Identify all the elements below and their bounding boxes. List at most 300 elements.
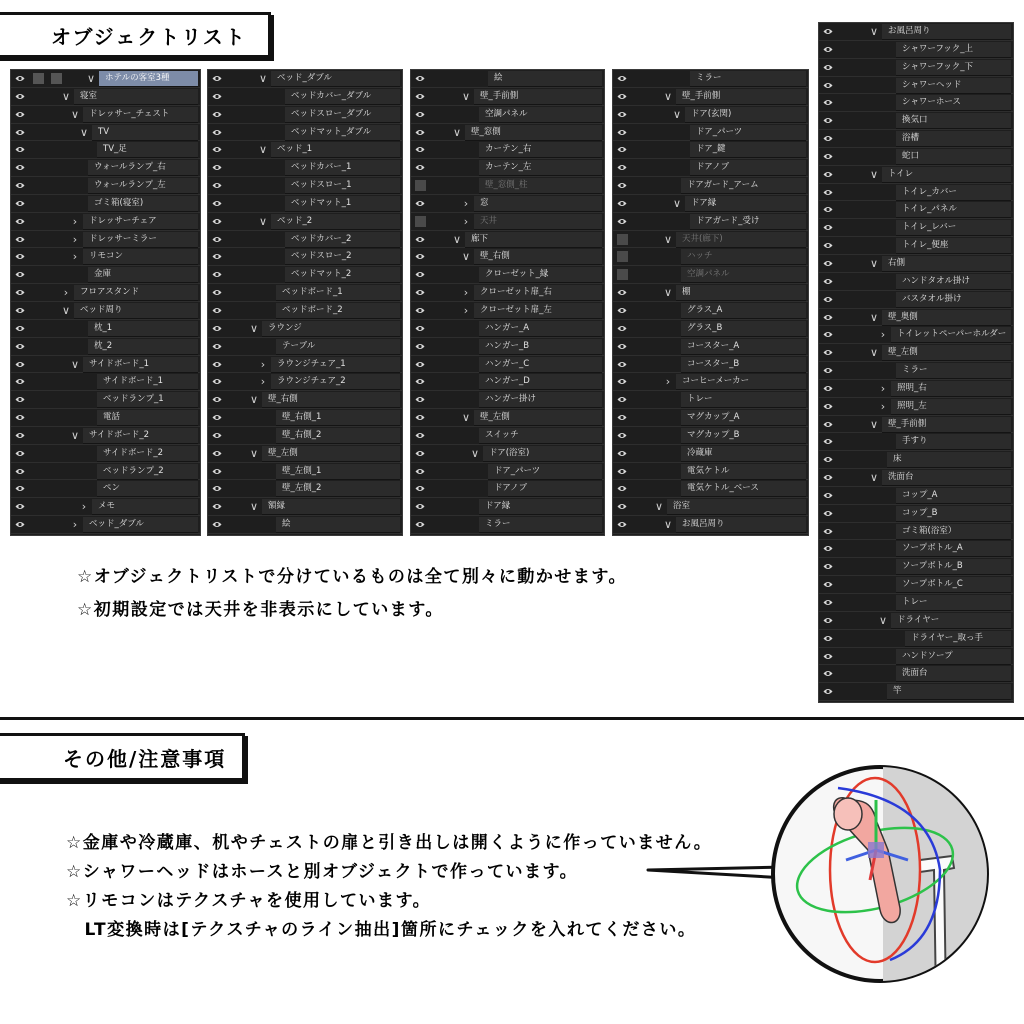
chevron-down-icon[interactable]: ∨ (258, 72, 268, 85)
eye-icon[interactable] (823, 170, 833, 179)
layer-row[interactable] (411, 498, 604, 516)
layer-row[interactable] (11, 88, 200, 106)
eye-icon[interactable] (823, 45, 833, 54)
layer-row[interactable] (11, 338, 200, 356)
hidden-layer-toggle[interactable] (415, 216, 426, 227)
eye-icon[interactable] (415, 74, 425, 83)
eye-icon[interactable] (415, 306, 425, 315)
chevron-down-icon[interactable]: ∨ (61, 89, 71, 103)
eye-icon[interactable] (823, 98, 833, 107)
layer-row[interactable] (613, 248, 808, 266)
eye-icon[interactable] (415, 520, 425, 529)
eye-icon[interactable] (15, 484, 25, 493)
layer-row[interactable] (819, 523, 1013, 541)
layer-row[interactable] (411, 480, 604, 498)
layer-row[interactable] (613, 88, 808, 106)
layer-row[interactable] (208, 356, 402, 374)
hidden-layer-toggle[interactable] (617, 251, 628, 262)
chevron-down-icon[interactable]: ∨ (869, 471, 879, 485)
layer-row[interactable] (613, 70, 808, 88)
chevron-down-icon[interactable]: ∨ (461, 89, 471, 103)
layer-row[interactable] (819, 201, 1013, 219)
eye-icon[interactable] (212, 288, 222, 297)
chevron-down-icon[interactable]: ∨ (672, 107, 682, 121)
layer-row[interactable] (613, 141, 808, 159)
layer-row[interactable] (208, 409, 402, 427)
layer-row[interactable] (411, 516, 604, 534)
layer-row[interactable] (11, 356, 200, 374)
eye-icon[interactable] (415, 484, 425, 493)
eye-icon[interactable] (617, 145, 627, 154)
chevron-down-icon[interactable]: ∨ (461, 411, 471, 425)
eye-icon[interactable] (823, 562, 833, 571)
layer-row[interactable] (11, 463, 200, 481)
layer-row[interactable] (411, 248, 604, 266)
layer-row[interactable] (613, 195, 808, 213)
eye-icon[interactable] (617, 520, 627, 529)
chevron-right-icon[interactable]: › (463, 303, 469, 317)
layer-row[interactable] (208, 177, 402, 195)
eye-icon[interactable] (617, 377, 627, 386)
eye-icon[interactable] (415, 235, 425, 244)
layer-row[interactable] (208, 141, 402, 159)
layer-row[interactable] (819, 326, 1013, 344)
layer-row[interactable] (819, 398, 1013, 416)
eye-icon[interactable] (823, 27, 833, 36)
chevron-down-icon[interactable]: ∨ (470, 446, 480, 460)
layer-row[interactable] (411, 320, 604, 338)
chevron-right-icon[interactable]: › (463, 286, 469, 300)
layer-row[interactable] (208, 284, 402, 302)
eye-icon[interactable] (823, 384, 833, 393)
eye-icon[interactable] (415, 449, 425, 458)
layer-row[interactable] (613, 427, 808, 445)
layer-row[interactable] (819, 558, 1013, 576)
eye-icon[interactable] (212, 145, 222, 154)
eye-icon[interactable] (212, 163, 222, 172)
chevron-right-icon[interactable]: › (81, 500, 87, 514)
eye-icon[interactable] (15, 306, 25, 315)
eye-icon[interactable] (823, 366, 833, 375)
layer-name-cell[interactable] (887, 452, 1011, 468)
layer-row[interactable] (819, 416, 1013, 434)
eye-icon[interactable] (617, 342, 627, 351)
layer-row[interactable] (613, 480, 808, 498)
eye-icon[interactable] (415, 431, 425, 440)
chevron-down-icon[interactable]: ∨ (869, 167, 879, 181)
eye-icon[interactable] (415, 342, 425, 351)
eye-icon[interactable] (15, 520, 25, 529)
eye-icon[interactable] (823, 152, 833, 161)
hidden-layer-toggle[interactable] (617, 234, 628, 245)
chevron-right-icon[interactable]: › (72, 232, 78, 246)
layer-row[interactable] (819, 594, 1013, 612)
layer-row[interactable] (411, 391, 604, 409)
eye-icon[interactable] (823, 402, 833, 411)
eye-icon[interactable] (415, 145, 425, 154)
layer-toggle-icon[interactable] (33, 73, 44, 84)
layer-row[interactable] (411, 445, 604, 463)
layer-row[interactable] (208, 498, 402, 516)
layer-row[interactable] (613, 498, 808, 516)
eye-icon[interactable] (617, 395, 627, 404)
layer-row[interactable] (819, 451, 1013, 469)
layer-row[interactable] (11, 427, 200, 445)
layer-row[interactable] (819, 665, 1013, 683)
layer-row[interactable] (819, 291, 1013, 309)
chevron-down-icon[interactable]: ∨ (258, 143, 268, 157)
layer-row[interactable] (613, 124, 808, 142)
eye-icon[interactable] (415, 395, 425, 404)
layer-name-cell[interactable] (488, 71, 602, 87)
layer-row[interactable] (819, 433, 1013, 451)
eye-icon[interactable] (823, 330, 833, 339)
eye-icon[interactable] (212, 467, 222, 476)
chevron-down-icon[interactable]: ∨ (452, 125, 462, 139)
layer-row[interactable] (819, 184, 1013, 202)
eye-icon[interactable] (823, 652, 833, 661)
eye-icon[interactable] (15, 342, 25, 351)
layer-toggle-icon[interactable] (51, 73, 62, 84)
eye-icon[interactable] (617, 467, 627, 476)
layer-row[interactable] (11, 409, 200, 427)
layer-name-cell[interactable] (676, 285, 806, 301)
layer-row[interactable] (11, 70, 200, 88)
layer-row[interactable] (819, 59, 1013, 77)
eye-icon[interactable] (415, 360, 425, 369)
layer-row[interactable] (11, 516, 200, 534)
eye-icon[interactable] (823, 223, 833, 232)
eye-icon[interactable] (15, 288, 25, 297)
layer-row[interactable] (208, 516, 402, 534)
chevron-right-icon[interactable]: › (880, 399, 886, 413)
eye-icon[interactable] (15, 413, 25, 422)
layer-row[interactable] (819, 23, 1013, 41)
eye-icon[interactable] (212, 431, 222, 440)
chevron-right-icon[interactable]: › (463, 214, 469, 228)
chevron-down-icon[interactable]: ∨ (663, 518, 673, 532)
chevron-right-icon[interactable]: › (880, 328, 886, 342)
layer-row[interactable] (613, 177, 808, 195)
eye-icon[interactable] (15, 502, 25, 511)
layer-row[interactable] (208, 445, 402, 463)
layer-row[interactable] (819, 487, 1013, 505)
layer-row[interactable] (11, 284, 200, 302)
layer-row[interactable] (613, 284, 808, 302)
eye-icon[interactable] (15, 377, 25, 386)
eye-icon[interactable] (823, 580, 833, 589)
layer-row[interactable] (208, 213, 402, 231)
eye-icon[interactable] (823, 277, 833, 286)
eye-icon[interactable] (15, 324, 25, 333)
chevron-down-icon[interactable]: ∨ (70, 107, 80, 121)
layer-row[interactable] (411, 373, 604, 391)
eye-icon[interactable] (212, 520, 222, 529)
chevron-down-icon[interactable]: ∨ (70, 357, 80, 371)
layer-row[interactable] (208, 88, 402, 106)
layer-row[interactable] (208, 231, 402, 249)
layer-row[interactable] (11, 498, 200, 516)
layer-row[interactable] (208, 124, 402, 142)
eye-icon[interactable] (212, 395, 222, 404)
layer-row[interactable] (613, 302, 808, 320)
chevron-right-icon[interactable]: › (880, 381, 886, 395)
eye-icon[interactable] (15, 199, 25, 208)
eye-icon[interactable] (617, 128, 627, 137)
chevron-right-icon[interactable]: › (72, 250, 78, 264)
layer-row[interactable] (11, 391, 200, 409)
layer-row[interactable] (208, 159, 402, 177)
layer-row[interactable] (613, 409, 808, 427)
layer-row[interactable] (819, 94, 1013, 112)
layer-row[interactable] (819, 469, 1013, 487)
layer-row[interactable] (613, 213, 808, 231)
layer-row[interactable] (11, 266, 200, 284)
layer-row[interactable] (819, 77, 1013, 95)
layer-row[interactable] (208, 338, 402, 356)
layer-row[interactable] (11, 177, 200, 195)
eye-icon[interactable] (415, 324, 425, 333)
chevron-down-icon[interactable]: ∨ (79, 125, 89, 139)
layer-row[interactable] (411, 195, 604, 213)
layer-row[interactable] (11, 445, 200, 463)
eye-icon[interactable] (823, 509, 833, 518)
eye-icon[interactable] (617, 306, 627, 315)
eye-icon[interactable] (823, 348, 833, 357)
layer-row[interactable] (819, 309, 1013, 327)
eye-icon[interactable] (212, 217, 222, 226)
chevron-down-icon[interactable]: ∨ (452, 232, 462, 246)
layer-row[interactable] (11, 124, 200, 142)
layer-row[interactable] (11, 302, 200, 320)
eye-icon[interactable] (212, 377, 222, 386)
eye-icon[interactable] (617, 163, 627, 172)
eye-icon[interactable] (823, 241, 833, 250)
layer-row[interactable] (613, 338, 808, 356)
layer-row[interactable] (11, 141, 200, 159)
chevron-down-icon[interactable]: ∨ (663, 286, 673, 300)
eye-icon[interactable] (415, 92, 425, 101)
layer-row[interactable] (411, 302, 604, 320)
layer-row[interactable] (411, 124, 604, 142)
eye-icon[interactable] (15, 395, 25, 404)
layer-row[interactable] (411, 213, 604, 231)
layer-row[interactable] (411, 106, 604, 124)
layer-row[interactable] (411, 284, 604, 302)
layer-row[interactable] (208, 391, 402, 409)
eye-icon[interactable] (617, 199, 627, 208)
layer-row[interactable] (819, 683, 1013, 701)
layer-row[interactable] (208, 427, 402, 445)
eye-icon[interactable] (415, 110, 425, 119)
eye-icon[interactable] (823, 669, 833, 678)
eye-icon[interactable] (823, 616, 833, 625)
layer-row[interactable] (411, 356, 604, 374)
eye-icon[interactable] (15, 235, 25, 244)
eye-icon[interactable] (617, 110, 627, 119)
chevron-down-icon[interactable]: ∨ (672, 196, 682, 210)
layer-row[interactable] (411, 231, 604, 249)
eye-icon[interactable] (823, 491, 833, 500)
eye-icon[interactable] (212, 342, 222, 351)
layer-row[interactable] (411, 427, 604, 445)
eye-icon[interactable] (212, 306, 222, 315)
chevron-down-icon[interactable]: ∨ (869, 256, 879, 270)
layer-row[interactable] (11, 195, 200, 213)
chevron-right-icon[interactable]: › (260, 357, 266, 371)
eye-icon[interactable] (212, 235, 222, 244)
eye-icon[interactable] (415, 413, 425, 422)
eye-icon[interactable] (617, 324, 627, 333)
eye-icon[interactable] (415, 128, 425, 137)
layer-row[interactable] (411, 463, 604, 481)
eye-icon[interactable] (823, 437, 833, 446)
chevron-down-icon[interactable]: ∨ (249, 500, 259, 514)
layer-row[interactable] (613, 231, 808, 249)
eye-icon[interactable] (823, 188, 833, 197)
eye-icon[interactable] (212, 502, 222, 511)
chevron-down-icon[interactable]: ∨ (869, 417, 879, 431)
layer-row[interactable] (208, 302, 402, 320)
eye-icon[interactable] (823, 63, 833, 72)
layer-row[interactable] (208, 320, 402, 338)
chevron-down-icon[interactable]: ∨ (249, 446, 259, 460)
eye-icon[interactable] (15, 217, 25, 226)
layer-row[interactable] (11, 248, 200, 266)
chevron-down-icon[interactable]: ∨ (86, 72, 96, 85)
layer-row[interactable] (613, 159, 808, 177)
eye-icon[interactable] (823, 134, 833, 143)
layer-row[interactable] (208, 106, 402, 124)
chevron-down-icon[interactable]: ∨ (249, 393, 259, 407)
eye-icon[interactable] (15, 128, 25, 137)
layer-row[interactable] (819, 237, 1013, 255)
layer-row[interactable] (11, 231, 200, 249)
layer-row[interactable] (208, 195, 402, 213)
eye-icon[interactable] (823, 455, 833, 464)
eye-icon[interactable] (823, 295, 833, 304)
layer-row[interactable] (613, 445, 808, 463)
eye-icon[interactable] (617, 217, 627, 226)
layer-row[interactable] (613, 463, 808, 481)
chevron-down-icon[interactable]: ∨ (258, 214, 268, 228)
layer-row[interactable] (208, 373, 402, 391)
eye-icon[interactable] (617, 92, 627, 101)
layer-row[interactable] (819, 648, 1013, 666)
layer-row[interactable] (819, 166, 1013, 184)
layer-row[interactable] (411, 88, 604, 106)
layer-row[interactable] (411, 338, 604, 356)
eye-icon[interactable] (823, 81, 833, 90)
eye-icon[interactable] (823, 634, 833, 643)
layer-row[interactable] (11, 213, 200, 231)
layer-name-cell[interactable] (276, 517, 400, 533)
eye-icon[interactable] (212, 270, 222, 279)
layer-row[interactable] (819, 576, 1013, 594)
chevron-right-icon[interactable]: › (72, 214, 78, 228)
layer-row[interactable] (613, 320, 808, 338)
layer-row[interactable] (613, 373, 808, 391)
eye-icon[interactable] (15, 360, 25, 369)
eye-icon[interactable] (823, 598, 833, 607)
eye-icon[interactable] (415, 467, 425, 476)
layer-row[interactable] (819, 112, 1013, 130)
eye-icon[interactable] (415, 163, 425, 172)
layer-row[interactable] (819, 380, 1013, 398)
layer-row[interactable] (411, 177, 604, 195)
eye-icon[interactable] (212, 92, 222, 101)
eye-icon[interactable] (15, 431, 25, 440)
eye-icon[interactable] (212, 199, 222, 208)
eye-icon[interactable] (15, 145, 25, 154)
layer-row[interactable] (819, 219, 1013, 237)
chevron-down-icon[interactable]: ∨ (869, 25, 879, 38)
hidden-layer-toggle[interactable] (617, 269, 628, 280)
layer-row[interactable] (819, 505, 1013, 523)
layer-name-cell[interactable] (474, 196, 602, 212)
eye-icon[interactable] (415, 288, 425, 297)
eye-icon[interactable] (212, 252, 222, 261)
eye-icon[interactable] (15, 467, 25, 476)
eye-icon[interactable] (415, 377, 425, 386)
chevron-right-icon[interactable]: › (63, 286, 69, 300)
layer-row[interactable] (819, 612, 1013, 630)
layer-row[interactable] (11, 320, 200, 338)
eye-icon[interactable] (823, 473, 833, 482)
eye-icon[interactable] (15, 110, 25, 119)
layer-row[interactable] (208, 266, 402, 284)
eye-icon[interactable] (212, 110, 222, 119)
layer-row[interactable] (613, 516, 808, 534)
eye-icon[interactable] (823, 527, 833, 536)
layer-row[interactable] (819, 540, 1013, 558)
layer-row[interactable] (208, 70, 402, 88)
eye-icon[interactable] (212, 128, 222, 137)
layer-row[interactable] (411, 141, 604, 159)
eye-icon[interactable] (212, 74, 222, 83)
eye-icon[interactable] (823, 205, 833, 214)
layer-row[interactable] (613, 106, 808, 124)
layer-row[interactable] (819, 41, 1013, 59)
layer-row[interactable] (411, 159, 604, 177)
chevron-right-icon[interactable]: › (260, 375, 266, 389)
layer-row[interactable] (819, 148, 1013, 166)
chevron-down-icon[interactable]: ∨ (869, 310, 879, 324)
layer-row[interactable] (208, 480, 402, 498)
eye-icon[interactable] (212, 181, 222, 190)
eye-icon[interactable] (823, 116, 833, 125)
eye-icon[interactable] (15, 74, 25, 83)
eye-icon[interactable] (617, 181, 627, 190)
chevron-down-icon[interactable]: ∨ (461, 250, 471, 264)
layer-row[interactable] (11, 373, 200, 391)
layer-row[interactable] (819, 630, 1013, 648)
eye-icon[interactable] (617, 288, 627, 297)
eye-icon[interactable] (823, 313, 833, 322)
layer-row[interactable] (11, 480, 200, 498)
eye-icon[interactable] (212, 484, 222, 493)
eye-icon[interactable] (617, 502, 627, 511)
chevron-down-icon[interactable]: ∨ (878, 613, 888, 627)
layer-row[interactable] (613, 356, 808, 374)
eye-icon[interactable] (212, 360, 222, 369)
eye-icon[interactable] (415, 502, 425, 511)
eye-icon[interactable] (15, 92, 25, 101)
chevron-down-icon[interactable]: ∨ (654, 500, 664, 514)
chevron-right-icon[interactable]: › (665, 375, 671, 389)
layer-row[interactable] (819, 362, 1013, 380)
eye-icon[interactable] (415, 252, 425, 261)
